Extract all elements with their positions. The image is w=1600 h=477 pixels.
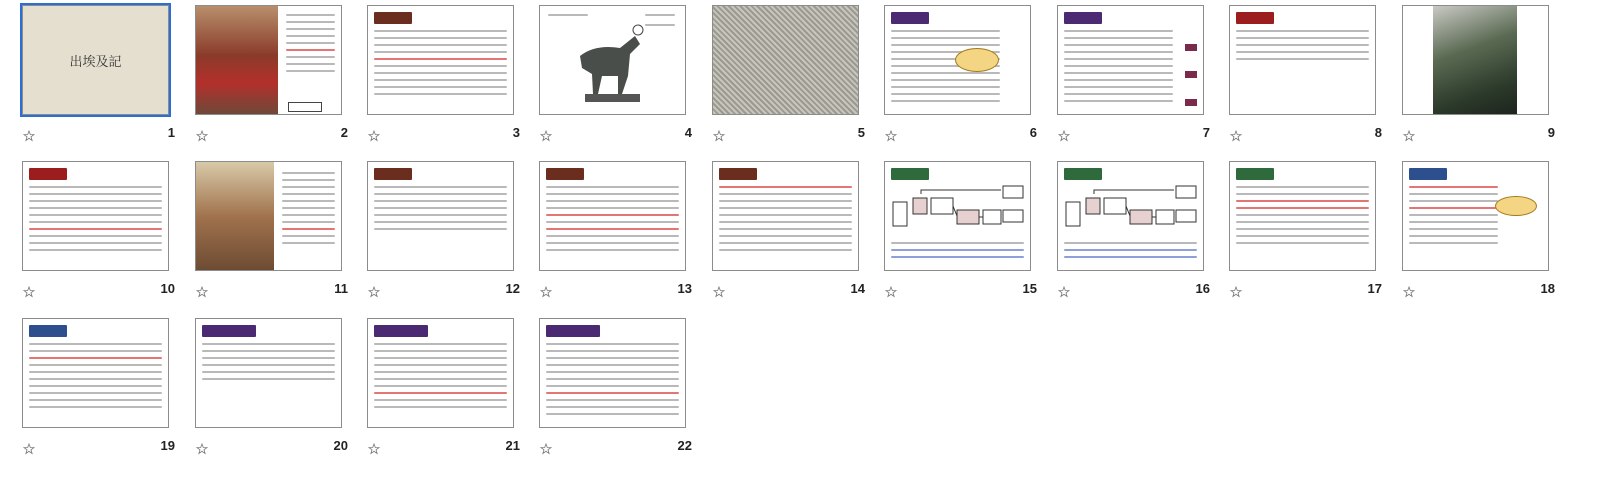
slide-thumbnail[interactable]: [1402, 5, 1564, 155]
slide-number: 4: [684, 125, 692, 140]
slide-18[interactable]: [1402, 161, 1549, 271]
slide-number: 5: [857, 125, 865, 140]
animation-star-icon: [1058, 130, 1070, 142]
slide-header-bar: [546, 325, 600, 337]
slide-header-bar: [1236, 12, 1274, 24]
slide-19[interactable]: [22, 318, 169, 428]
slide-7[interactable]: [1057, 5, 1204, 115]
slide-thumbnail[interactable]: [884, 5, 1046, 155]
slide-number: 20: [333, 438, 348, 453]
slide-number: 18: [1540, 281, 1555, 296]
slide-number: 13: [677, 281, 692, 296]
slide-thumbnail[interactable]: [539, 318, 701, 468]
slide-thumbnail[interactable]: [195, 5, 357, 155]
slide-header-bar: [1064, 168, 1102, 180]
animation-star-icon: [885, 130, 897, 142]
slide-number: 3: [512, 125, 520, 140]
animation-star-icon: [368, 130, 380, 142]
animation-star-icon: [1058, 286, 1070, 298]
slide-thumbnail[interactable]: [539, 5, 701, 155]
slide-thumbnail[interactable]: [367, 5, 529, 155]
slide-thumbnail[interactable]: [22, 161, 184, 311]
slide-12[interactable]: [367, 161, 514, 271]
side-label: [1185, 71, 1197, 78]
slide-thumbnail[interactable]: [539, 161, 701, 311]
dark-painting: [1433, 6, 1517, 115]
animation-star-icon: [540, 130, 552, 142]
slide-thumbnail[interactable]: [22, 318, 184, 468]
animation-star-icon: [23, 443, 35, 455]
slide-thumbnail[interactable]: [712, 161, 874, 311]
callout-bubble: [1495, 196, 1537, 216]
slide-header-bar: [891, 12, 929, 24]
slide-number: 7: [1202, 125, 1210, 140]
flow-diagram: [1064, 184, 1199, 236]
slide-thumbnail[interactable]: [195, 161, 357, 311]
engraving-illustration: [713, 6, 859, 115]
animation-star-icon: [196, 443, 208, 455]
slide-header-bar: [202, 325, 256, 337]
slide-number: 1: [167, 125, 175, 140]
slide-11[interactable]: [195, 161, 342, 271]
slide-6[interactable]: [884, 5, 1031, 115]
slide-thumbnail[interactable]: [367, 318, 529, 468]
side-label: [1185, 44, 1197, 51]
animation-star-icon: [1230, 130, 1242, 142]
slide-number: 12: [505, 281, 520, 296]
slide-8[interactable]: [1229, 5, 1376, 115]
slide-4[interactable]: [539, 5, 686, 115]
slide-thumbnail[interactable]: [1057, 5, 1219, 155]
slide-number: 6: [1029, 125, 1037, 140]
animation-star-icon: [196, 286, 208, 298]
animation-star-icon: [196, 130, 208, 142]
slide-14[interactable]: [712, 161, 859, 271]
slide-header-bar: [374, 12, 412, 24]
slide-header-bar: [374, 325, 428, 337]
slide-thumbnail[interactable]: [367, 161, 529, 311]
slide-thumbnail[interactable]: [712, 5, 874, 155]
animation-star-icon: [885, 286, 897, 298]
slide-10[interactable]: [22, 161, 169, 271]
slide-number: 19: [160, 438, 175, 453]
slide-number: 21: [505, 438, 520, 453]
animation-star-icon: [713, 286, 725, 298]
slide-number: 8: [1374, 125, 1382, 140]
slide-thumbnail[interactable]: [22, 5, 184, 155]
slide-header-bar: [719, 168, 757, 180]
animation-star-icon: [1230, 286, 1242, 298]
slide-number: 17: [1367, 281, 1382, 296]
slide-number: 14: [850, 281, 865, 296]
slide-header-bar: [1236, 168, 1274, 180]
animation-star-icon: [540, 443, 552, 455]
animation-star-icon: [23, 130, 35, 142]
slide-22[interactable]: [539, 318, 686, 428]
animation-star-icon: [540, 286, 552, 298]
animation-star-icon: [368, 443, 380, 455]
slide-thumbnail[interactable]: [1229, 5, 1391, 155]
slide-15[interactable]: [884, 161, 1031, 271]
slide-header-bar: [374, 168, 412, 180]
slide-number: 15: [1022, 281, 1037, 296]
slide-1[interactable]: [22, 5, 169, 115]
slide-number: 9: [1547, 125, 1555, 140]
slide-header-bar: [891, 168, 929, 180]
slide-header-bar: [546, 168, 584, 180]
animation-star-icon: [1403, 286, 1415, 298]
slide-3[interactable]: [367, 5, 514, 115]
slide-20[interactable]: [195, 318, 342, 428]
slide-thumbnail[interactable]: [1402, 161, 1564, 311]
animation-star-icon: [713, 130, 725, 142]
slide-9[interactable]: [1402, 5, 1549, 115]
slide-5[interactable]: [712, 5, 859, 115]
callout-bubble: [955, 48, 999, 72]
slide-header-bar: [1409, 168, 1447, 180]
slide-17[interactable]: [1229, 161, 1376, 271]
slide-21[interactable]: [367, 318, 514, 428]
battle-painting: [196, 162, 274, 271]
slide-header-bar: [29, 168, 67, 180]
animation-star-icon: [23, 286, 35, 298]
slide-header-bar: [29, 325, 67, 337]
slide-number: 2: [340, 125, 348, 140]
slide-thumbnail[interactable]: [1229, 161, 1391, 311]
slide-16[interactable]: [1057, 161, 1204, 271]
animation-star-icon: [368, 286, 380, 298]
caption-box: [288, 102, 322, 112]
slide-header-bar: [1064, 12, 1102, 24]
slide-13[interactable]: [539, 161, 686, 271]
slide-thumbnail[interactable]: [884, 161, 1046, 311]
slide-thumbnail[interactable]: [195, 318, 357, 468]
animation-star-icon: [1403, 130, 1415, 142]
side-label: [1185, 99, 1197, 106]
moses-painting: [196, 6, 278, 115]
flow-diagram: [891, 184, 1026, 236]
slide-number: 11: [334, 281, 348, 296]
slide-thumbnail[interactable]: [1057, 161, 1219, 311]
slide-title: 出埃及記: [69, 54, 122, 70]
slide-number: 16: [1195, 281, 1210, 296]
slide-number: 22: [677, 438, 692, 453]
slide-2[interactable]: [195, 5, 342, 115]
slide-number: 10: [160, 281, 175, 296]
